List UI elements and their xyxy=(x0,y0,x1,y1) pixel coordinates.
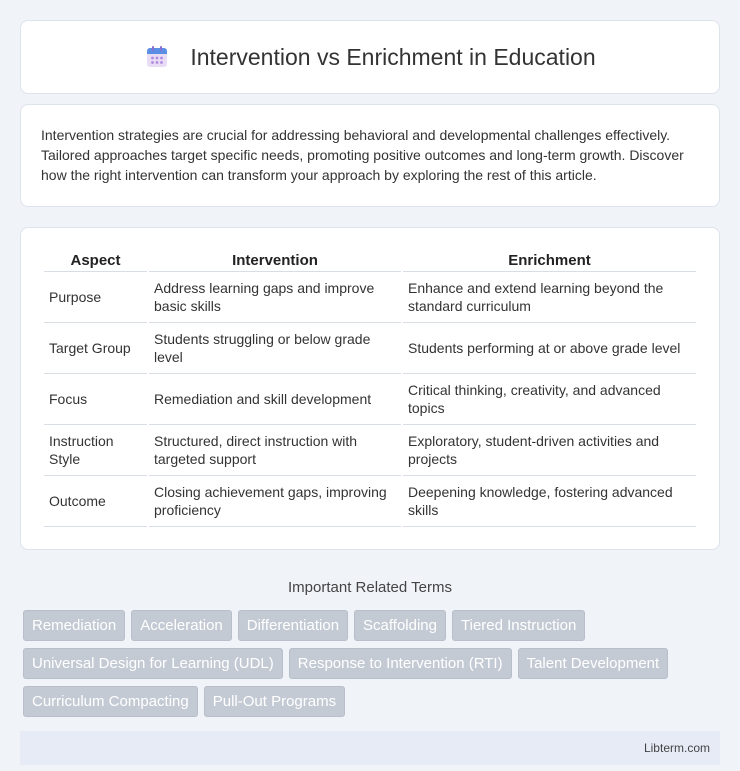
table-row xyxy=(44,374,696,425)
table-row xyxy=(44,323,696,374)
cell-enrichment: Enhance and extend learning beyond the standard curriculum xyxy=(403,272,696,323)
cell-enrichment: Students performing at or above grade level xyxy=(403,323,696,374)
intro-paragraph: Intervention strategies are crucial for addressing behavioral and developmental challenges effectively. Tailored approaches target specific needs, promoting positive outcomes and long-term growth. Discover how the right intervention can transform your approach by exploring the rest of this article. xyxy=(20,104,720,207)
term-tag[interactable]: Response to Intervention (RTI) xyxy=(289,648,512,679)
term-tag[interactable]: Acceleration xyxy=(131,610,232,641)
header-enrichment: Enrichment xyxy=(403,248,696,272)
page-footer xyxy=(20,731,720,765)
cell-intervention: Remediation and skill development xyxy=(149,374,401,425)
term-tag[interactable]: Differentiation xyxy=(238,610,348,641)
term-tag[interactable]: Talent Development xyxy=(518,648,669,679)
cell-aspect: Target Group xyxy=(44,323,147,374)
cell-aspect: Outcome xyxy=(44,476,147,527)
table-row xyxy=(44,272,696,323)
table-row xyxy=(44,425,696,476)
footer-brand-link[interactable]: Libterm.com xyxy=(643,741,710,755)
term-tag[interactable]: Pull-Out Programs xyxy=(204,686,345,717)
cell-intervention: Address learning gaps and improve basic skills xyxy=(149,272,401,323)
term-tag[interactable]: Remediation xyxy=(23,610,125,641)
header-intervention: Intervention xyxy=(149,248,401,272)
calendar-icon xyxy=(144,44,170,70)
cell-aspect: Instruction Style xyxy=(44,425,147,476)
term-tag[interactable]: Scaffolding xyxy=(354,610,446,641)
table-row xyxy=(44,476,696,527)
term-tag[interactable]: Universal Design for Learning (UDL) xyxy=(23,648,283,679)
comparison-table-card xyxy=(20,227,720,550)
cell-intervention: Structured, direct instruction with targeted support xyxy=(149,425,401,476)
page-header xyxy=(20,20,720,94)
cell-enrichment: Deepening knowledge, fostering advanced skills xyxy=(403,476,696,527)
cell-aspect: Purpose xyxy=(44,272,147,323)
page-title: Intervention vs Enrichment in Education xyxy=(190,43,596,70)
cell-enrichment: Critical thinking, creativity, and advanced topics xyxy=(403,374,696,425)
header-aspect: Aspect xyxy=(44,248,147,272)
term-tag[interactable]: Curriculum Compacting xyxy=(23,686,198,717)
comparison-table xyxy=(42,248,698,527)
related-terms-list xyxy=(20,610,720,717)
cell-enrichment: Exploratory, student-driven activities and projects xyxy=(403,425,696,476)
cell-intervention: Closing achievement gaps, improving proficiency xyxy=(149,476,401,527)
cell-intervention: Students struggling or below grade level xyxy=(149,323,401,374)
related-terms-title: Important Related Terms xyxy=(288,579,452,596)
table-header-row xyxy=(44,248,696,272)
cell-aspect: Focus xyxy=(44,374,147,425)
term-tag[interactable]: Tiered Instruction xyxy=(452,610,585,641)
